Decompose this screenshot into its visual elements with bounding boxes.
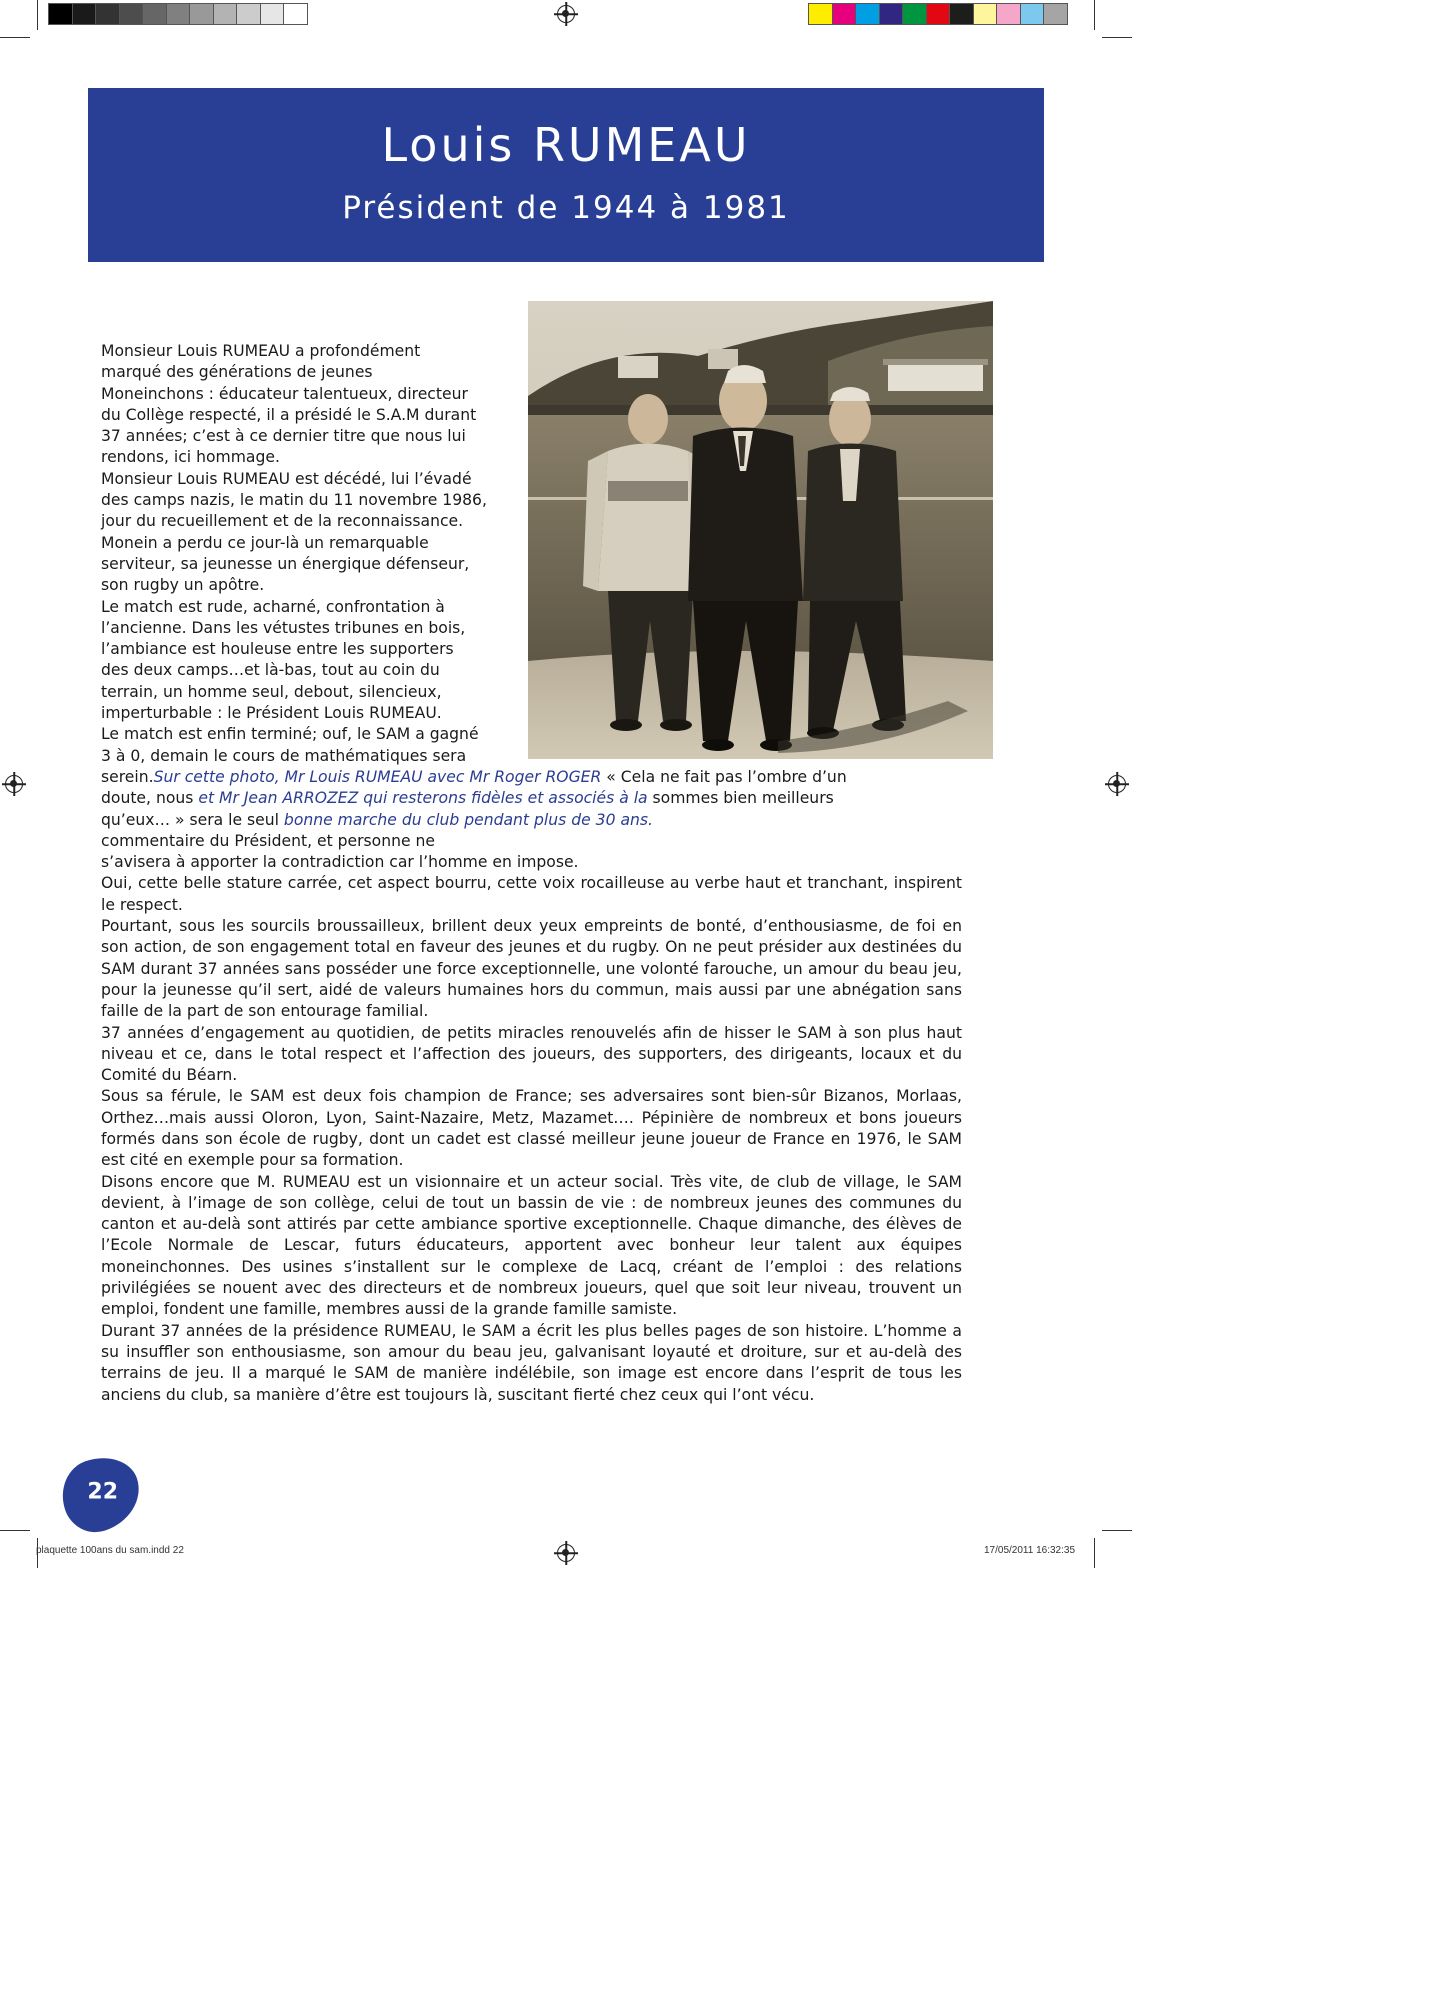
- page-title: Louis RUMEAU: [381, 118, 751, 172]
- article-line: 3 à 0, demain le cours de mathématiques sera: [101, 746, 467, 765]
- registration-mark-bottom: [557, 1544, 575, 1562]
- article-line: 37 années; c’est à ce dernier titre que nous lui: [101, 427, 466, 446]
- page-number-badge: [53, 1448, 149, 1541]
- article-paragraph: 37 années d’engagement au quotidien, de petits miracles renouvelés afin de hisser le SAM à son plus haut niveau et ce, dans le total respect et l’affection des joueurs, des supporters, des dirigeants, locaux et du Comité du Béarn.: [101, 1023, 962, 1085]
- article-intro-column: [101, 341, 521, 767]
- text-run: « Cela ne fait pas l’ombre d’un: [601, 767, 847, 786]
- color-swatch: [1043, 3, 1068, 25]
- article-line: des camps nazis, le matin du 11 novembre 1986,: [101, 491, 487, 510]
- article-body: [101, 341, 962, 1406]
- color-swatch: [119, 3, 144, 25]
- article-line: [101, 810, 962, 831]
- header-banner: [88, 88, 1044, 262]
- article-line: des deux camps…et là-bas, tout au coin du: [101, 661, 440, 680]
- page-number: 22: [87, 1479, 119, 1505]
- color-swatch: [949, 3, 974, 25]
- page-subtitle: Président de 1944 à 1981: [342, 190, 790, 226]
- article-line: serviteur, sa jeunesse un énergique défenseur,: [101, 554, 470, 573]
- color-swatch: [283, 3, 308, 25]
- photo-caption-part: bonne marche du club pendant plus de 30 ans.: [283, 810, 653, 829]
- article-line: rendons, ici hommage.: [101, 448, 280, 467]
- color-swatch: [95, 3, 120, 25]
- article-line: Monein a perdu ce jour-là un remarquable: [101, 533, 429, 552]
- article-paragraph: Durant 37 années de la présidence RUMEAU, le SAM a écrit les plus belles pages de son histoire. L’homme a su insuffler son enthousiasme, son amour du beau jeu, galvanisant loyauté et droiture, sur et au-delà des terrains de jeu. Il a marqué le SAM de manière indélébile, son image est encore dans l’esprit de tous les anciens du club, sa manière d’être est toujours là, suscitant fierté chez ceux qui l’ont vécu.: [101, 1321, 962, 1404]
- photo-caption-part: et Mr Jean ARROZEZ qui resterons fidèles et associés à la: [198, 789, 648, 808]
- color-swatch: [808, 3, 833, 25]
- article-line: Le match est enfin terminé; ouf, le SAM a gagné: [101, 725, 479, 744]
- color-bar-right: [808, 3, 1067, 25]
- article-paragraph: Sous sa férule, le SAM est deux fois champion de France; ses adversaires sont bien-sûr Bizanos, Morlaas, Orthez…mais aussi Oloron, Lyon, Saint-Nazaire, Metz, Mazamet…. Pépinière de nombreux et bons joueurs formés dans son école de rugby, dont un cadet est classé meilleur jeune joueur de France en 1976, le SAM est cité en exemple pour sa formation.: [101, 1087, 962, 1170]
- article-line: terrain, un homme seul, debout, silencieux,: [101, 682, 442, 701]
- article-line: son rugby un apôtre.: [101, 576, 265, 595]
- color-swatch: [142, 3, 167, 25]
- text-run: sommes bien meilleurs: [647, 789, 834, 808]
- text-run: doute, nous: [101, 789, 199, 808]
- footer-timestamp: 17/05/2011 16:32:35: [984, 1545, 1076, 1556]
- color-swatch: [189, 3, 214, 25]
- crop-mark: [0, 1530, 30, 1531]
- article-paragraph: Pourtant, sous les sourcils broussailleux, brillent deux yeux empreints de bonté, d’enthousiasme, de foi en son action, de son engagement total en faveur des jeunes et du rugby. On ne peut présider aux destinées du SAM durant 37 années sans posséder une force exceptionnelle, une volonté farouche, un amour du beau jeu, pour la jeunesse qu’il sert, aidé de valeurs humaines hors du commun, mais aussi par une abnégation sans faille de la part de son entourage familial.: [101, 917, 962, 1021]
- crop-mark: [1102, 1530, 1132, 1531]
- color-swatch: [832, 3, 857, 25]
- crop-mark: [1094, 1538, 1095, 1568]
- color-swatch: [48, 3, 73, 25]
- color-swatch: [236, 3, 261, 25]
- article-line: s’avisera à apporter la contradiction car l’homme en impose.: [101, 853, 579, 872]
- article-paragraph: Oui, cette belle stature carrée, cet aspect bourru, cette voix rocailleuse au verbe haut et tranchant, inspirent le respect.: [101, 874, 962, 914]
- article-line: [101, 788, 962, 809]
- color-swatch: [166, 3, 191, 25]
- color-swatch: [1020, 3, 1045, 25]
- crop-mark: [1102, 37, 1132, 38]
- color-swatch: [879, 3, 904, 25]
- article-line: commentaire du Président, et personne ne: [101, 831, 436, 850]
- crop-mark: [1094, 0, 1095, 30]
- color-swatch: [260, 3, 285, 25]
- article-line: Le match est rude, acharné, confrontation à: [101, 597, 445, 616]
- text-run: qu’eux… » sera le seul: [101, 810, 284, 829]
- color-swatch: [973, 3, 998, 25]
- registration-mark-left: [5, 775, 23, 793]
- color-bar-left: [48, 3, 307, 25]
- color-swatch: [996, 3, 1021, 25]
- article-line: Monsieur Louis RUMEAU est décédé, lui l’évadé: [101, 469, 472, 488]
- footer-file-name: plaquette 100ans du sam.indd 22: [36, 1545, 184, 1556]
- article-paragraphs: [101, 873, 962, 1405]
- article-line: [101, 767, 962, 788]
- article-line: imperturbable : le Président Louis RUMEAU.: [101, 704, 442, 723]
- crop-mark: [0, 37, 30, 38]
- color-swatch: [855, 3, 880, 25]
- article-line: jour du recueillement et de la reconnaissance.: [101, 512, 464, 531]
- article-line: du Collège respecté, il a présidé le S.A.M durant: [101, 405, 477, 424]
- article-line: l’ambiance est houleuse entre les supporters: [101, 640, 454, 659]
- article-line: l’ancienne. Dans les vétustes tribunes en bois,: [101, 618, 466, 637]
- registration-mark-right: [1108, 775, 1126, 793]
- article-line: Moneinchons : éducateur talentueux, directeur: [101, 384, 468, 403]
- article-paragraph: Disons encore que M. RUMEAU est un visionnaire et un acteur social. Très vite, de club de village, le SAM devient, à l’image de son collège, celui de tout un bassin de vie : de nombreux jeunes des communes du canton et au-delà sont attirés par cette ambiance sportive exceptionnelle. Chaque dimanche, des élèves de l’Ecole Normale de Lescar, futurs éducateurs, apportent avec bonheur leur talent aux équipes moneinchonnes. Des usines s’installent sur le complexe de Lacq, créant de l’emploi : des relations privilégiées se nouent avec des directeurs et de nombreux joueurs, quel que soit leur niveau, trouvent un emploi, fondent une famille, membres aussi de la grande famille samiste.: [101, 1172, 962, 1319]
- text-run: serein.: [101, 767, 154, 786]
- crop-mark: [37, 0, 38, 30]
- article-line: marqué des générations de jeunes: [101, 363, 373, 382]
- color-swatch: [213, 3, 238, 25]
- color-swatch: [72, 3, 97, 25]
- color-swatch: [926, 3, 951, 25]
- photo-caption-part: Sur cette photo, Mr Louis RUMEAU avec Mr Roger ROGER: [153, 767, 602, 786]
- color-swatch: [902, 3, 927, 25]
- article-line: Monsieur Louis RUMEAU a profondément: [101, 342, 421, 360]
- registration-mark-top: [557, 5, 575, 23]
